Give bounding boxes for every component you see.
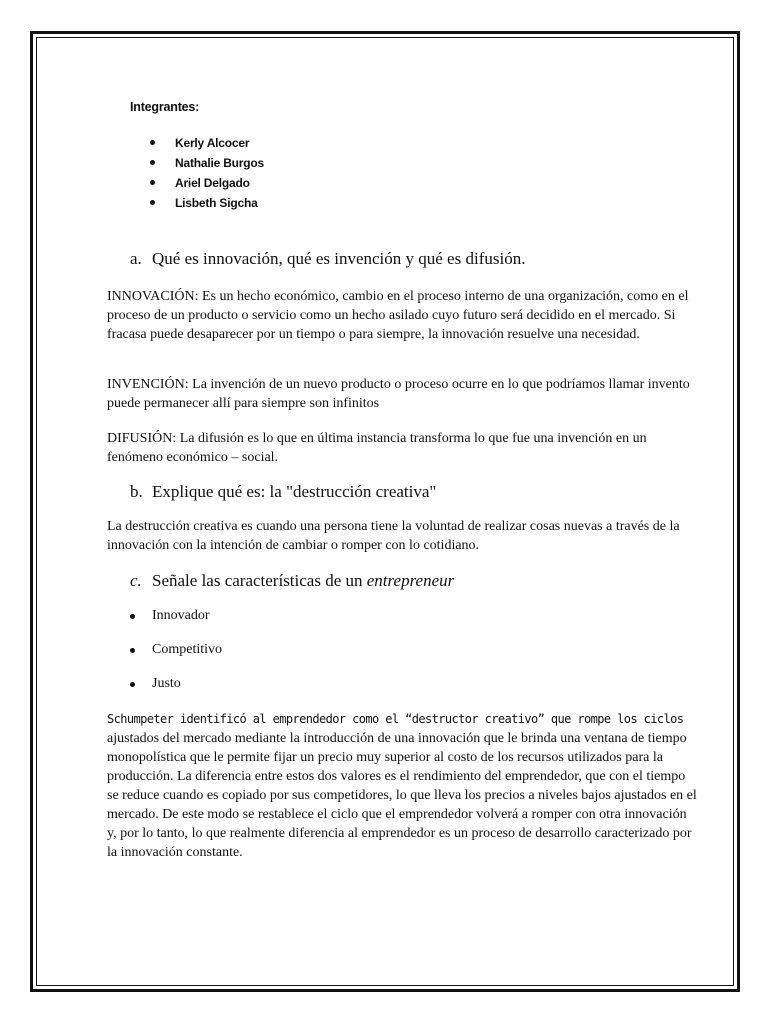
member-name: Lisbeth Sigcha [175,196,258,210]
bullet-icon [150,160,155,165]
section-c-title-emphasis: entrepreneur [366,571,455,590]
bullet-icon [150,140,155,145]
bullet-icon [150,180,155,185]
bullet-icon [150,200,155,205]
bullet-icon [130,682,135,687]
list-item [130,606,222,640]
trait-label: Justo [152,676,181,691]
section-a-marker: a. [130,249,142,268]
section-a-title: Qué es innovación, qué es invención y qué es difusión. [152,249,526,268]
section-b-marker: b. [130,482,143,501]
trait-label: Competitivo [152,642,222,657]
difusion-paragraph: DIFUSIÓN: La difusión es lo que en última instancia transforma lo que fue una invención en un fenómeno económico – social. [107,431,647,465]
list-item [150,173,264,193]
list-item [130,674,222,708]
innovacion-paragraph: INNOVACIÓN: Es un hecho económico, cambio en el proceso interno de una organización, como en el proceso de un producto o servicio como un hecho asilado cuyo futuro será decidido en el mercado. Si fracasa puede desaparecer por un tiempo o para siempre, la innovación resuelve una necesidad. [107,289,689,342]
section-c-marker: c. [130,571,142,590]
member-name: Nathalie Burgos [175,156,265,170]
bullet-icon [130,614,135,619]
schumpeter-lead: Schumpeter identificó al emprendedor como el “destructor creativo” que rompe los ciclos [107,712,684,726]
trait-list [130,606,222,708]
member-list [150,133,264,213]
section-a-heading [130,249,525,269]
schumpeter-body: ajustados del mercado mediante la introducción de una innovación que le brinda una ventana de tiempo monopolística que le permite fijar un precio muy superior al costo de los recursos utilizados para la producción. La diferencia entre estos dos valores es el rendimiento del emprendedor, que con el tiempo se reduce cuando es copiado por sus competidores, lo que lleva los precios a niveles bajos ajustados en el mercado. De este modo se restablece el ciclo que el emprendedor volverá a romper con otra innovación y, por lo tanto, lo que realmente diferencia al emprendedor es un proceso de desarrollo caracterizado por la innovación constante. [107,731,697,860]
invencion-paragraph: INVENCIÓN: La invención de un nuevo producto o proceso ocurre en lo que podríamos llamar invento puede permanecer allí para siempre son infinitos [107,377,690,411]
schumpeter-paragraph [107,710,697,862]
member-name: Ariel Delgado [175,176,250,190]
list-item [150,193,264,213]
trait-label: Innovador [152,608,210,623]
integrantes-heading: Integrantes: [130,100,200,114]
list-item [150,153,264,173]
member-name: Kerly Alcocer [175,136,250,150]
section-c-heading [130,571,454,591]
list-item [150,133,264,153]
section-b-title: Explique qué es: la "destrucción creativa" [152,482,437,501]
section-b-heading [130,482,436,502]
destruccion-paragraph: La destrucción creativa es cuando una persona tiene la voluntad de realizar cosas nuevas a través de la innovación con la intención de cambiar o romper con lo cotidiano. [107,519,680,553]
section-c-title-prefix: Señale las características de un [152,571,363,590]
bullet-icon [130,648,135,653]
list-item [130,640,222,674]
